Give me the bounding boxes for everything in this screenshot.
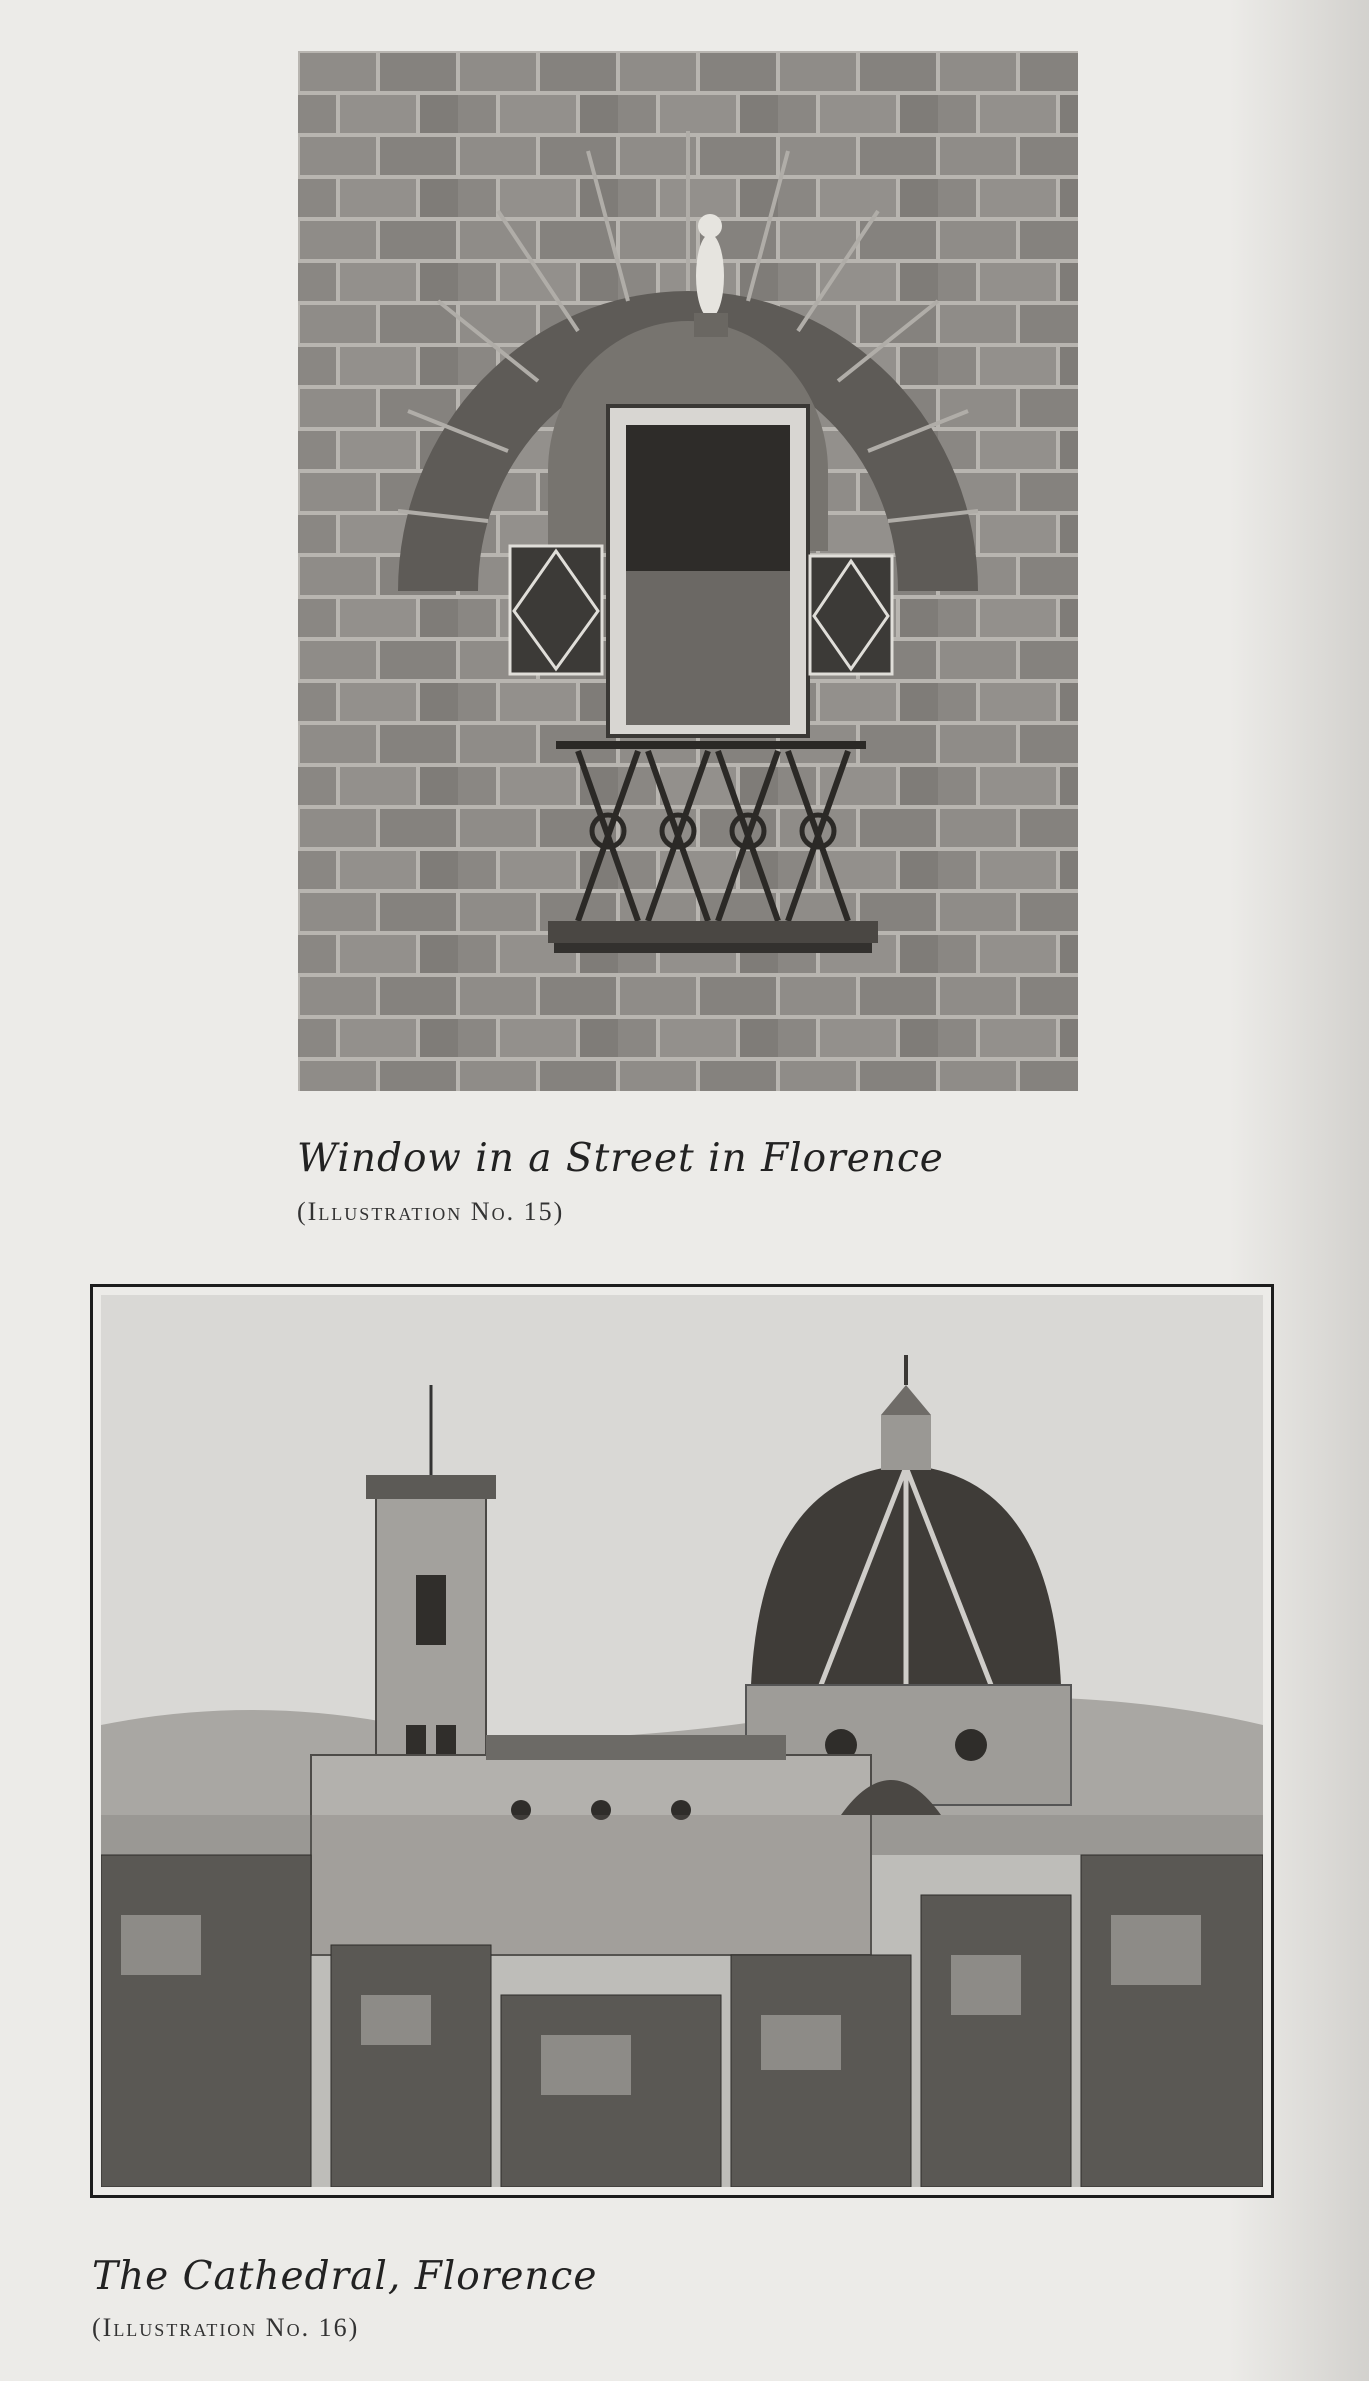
- cathedral-illustration: [101, 1295, 1263, 2187]
- window-illustration: [298, 51, 1078, 1091]
- figure-15-label: (Illustration No. 15): [297, 1197, 565, 1226]
- figure-16-caption: The Cathedral, Florence: [92, 2254, 598, 2299]
- figure-16-label: (Illustration No. 16): [92, 2313, 360, 2342]
- cathedral-photograph: [90, 1284, 1274, 2198]
- window-photograph: [298, 51, 1078, 1091]
- figure-15-caption: Window in a Street in Florence: [297, 1136, 944, 1181]
